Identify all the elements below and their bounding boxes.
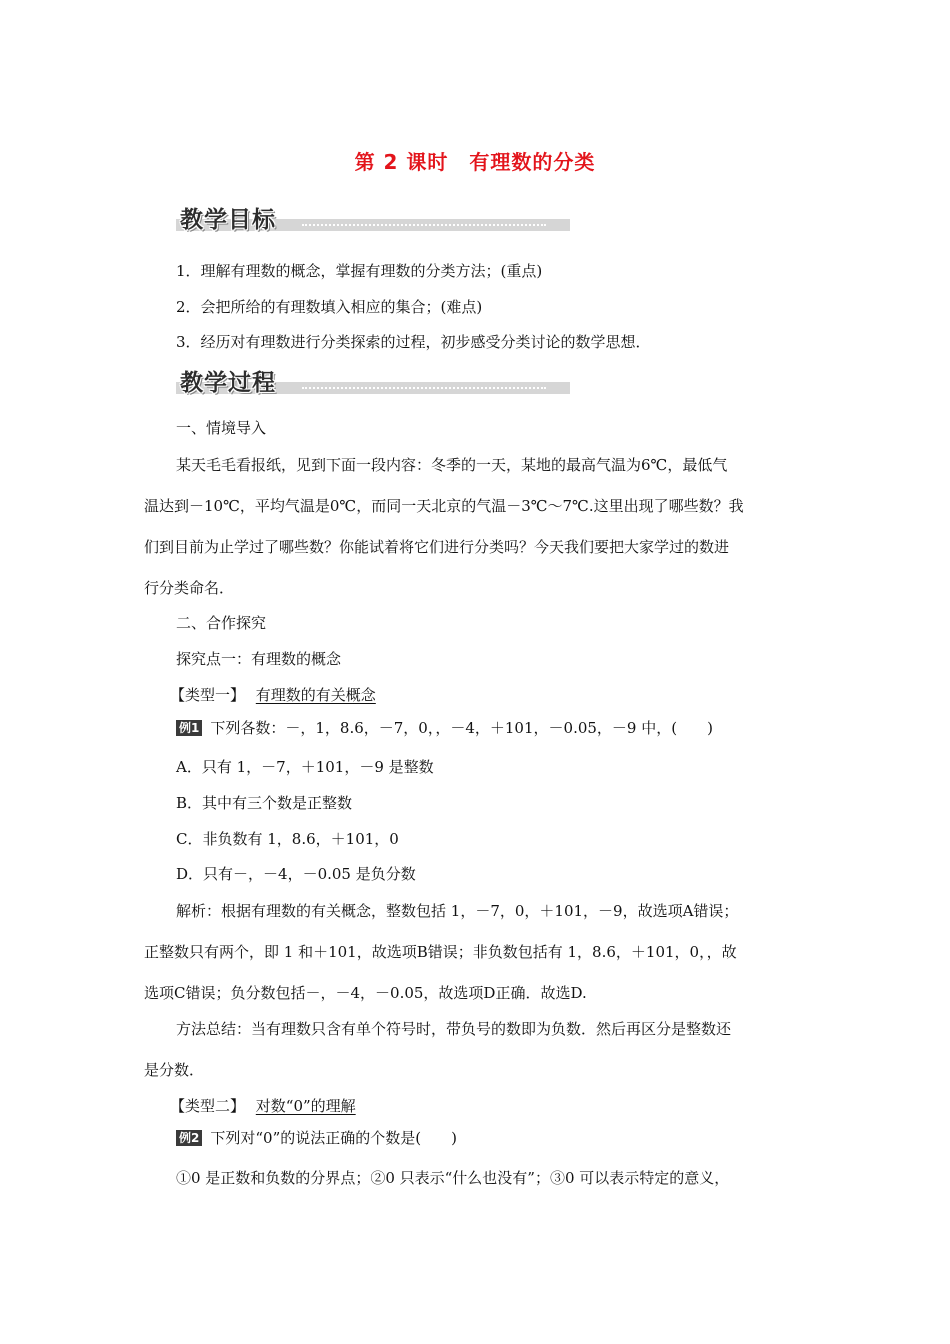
intro-line: 某天毛毛看报纸，见到下面一段内容：冬季的一天，某地的最高气温为6℃，最低气 [176,456,728,474]
objective-item: 2．会把所给的有理数填入相应的集合；(难点) [176,298,483,316]
objective-item: 3．经历对有理数进行分类探索的过程，初步感受分类讨论的数学思想． [176,333,651,351]
statement-line: ①0 是正数和负数的分界点；②0 只表示“什么也没有”；③0 可以表示特定的意义， [176,1169,730,1187]
type-heading [170,1096,356,1116]
banner-dots [302,387,546,389]
type-title: 有理数的有关概念 [255,686,376,704]
type-title: 对数“0”的理解 [255,1097,356,1115]
banner-dots [302,224,546,226]
analysis-line: 解析：根据有理数的有关概念，整数包括 1，－7，0，＋101，－9，故选项A错误； [176,902,739,920]
example-question [176,1128,457,1148]
option-item: D．只有－，－4，－0.05 是负分数 [176,865,416,883]
section-heading: 一、情境导入 [176,419,267,437]
option-item: C．非负数有 1，8.6，＋101，0 [176,830,399,848]
method-line: 是分数． [144,1061,205,1079]
banner-label: 教学过程 [180,370,276,396]
analysis-line: 选项C错误；负分数包括－，－4，－0.05，故选项D正确．故选D. [144,984,587,1002]
analysis-line: 正整数只有两个，即 1 和＋101，故选项B错误；非负数包括有 1，8.6，＋101，0，，故 [144,943,737,961]
objective-item: 1．理解有理数的概念，掌握有理数的分类方法；(重点) [176,262,543,280]
type-tag: 【类型二】 [170,1097,246,1115]
example-question [176,718,713,738]
option-item: B．其中有三个数是正整数 [176,794,353,812]
page-title: 第 2 课时 有理数的分类 [354,150,596,174]
banner-label: 教学目标 [180,207,276,233]
option-item: A．只有 1，－7，＋101，－9 是整数 [176,758,434,776]
type-heading [170,685,376,705]
example-text: 下列各数：－，1，8.6，－7，0，，－4，＋101，－0.05，－9 中，( ) [210,719,713,737]
intro-line: 们到目前为止学过了哪些数？你能试着将它们进行分类吗？今天我们要把大家学过的数进 [144,538,730,556]
intro-line: 温达到－10℃，平均气温是0℃，而同一天北京的气温－3℃～7℃.这里出现了哪些数？我 [144,497,744,515]
example-badge: 例1 [176,720,202,736]
section-banner-process [176,368,570,394]
section-banner-objectives [176,205,570,231]
example-badge: 例2 [176,1130,202,1146]
explore-point: 探究点一：有理数的概念 [176,650,342,668]
example-text: 下列对“0”的说法正确的个数是( ) [210,1129,457,1147]
type-tag: 【类型一】 [170,686,246,704]
method-line: 方法总结：当有理数只含有单个符号时，带负号的数即为负数．然后再区分是整数还 [176,1020,732,1038]
section-heading: 二、合作探究 [176,614,267,632]
intro-line: 行分类命名． [144,579,235,597]
